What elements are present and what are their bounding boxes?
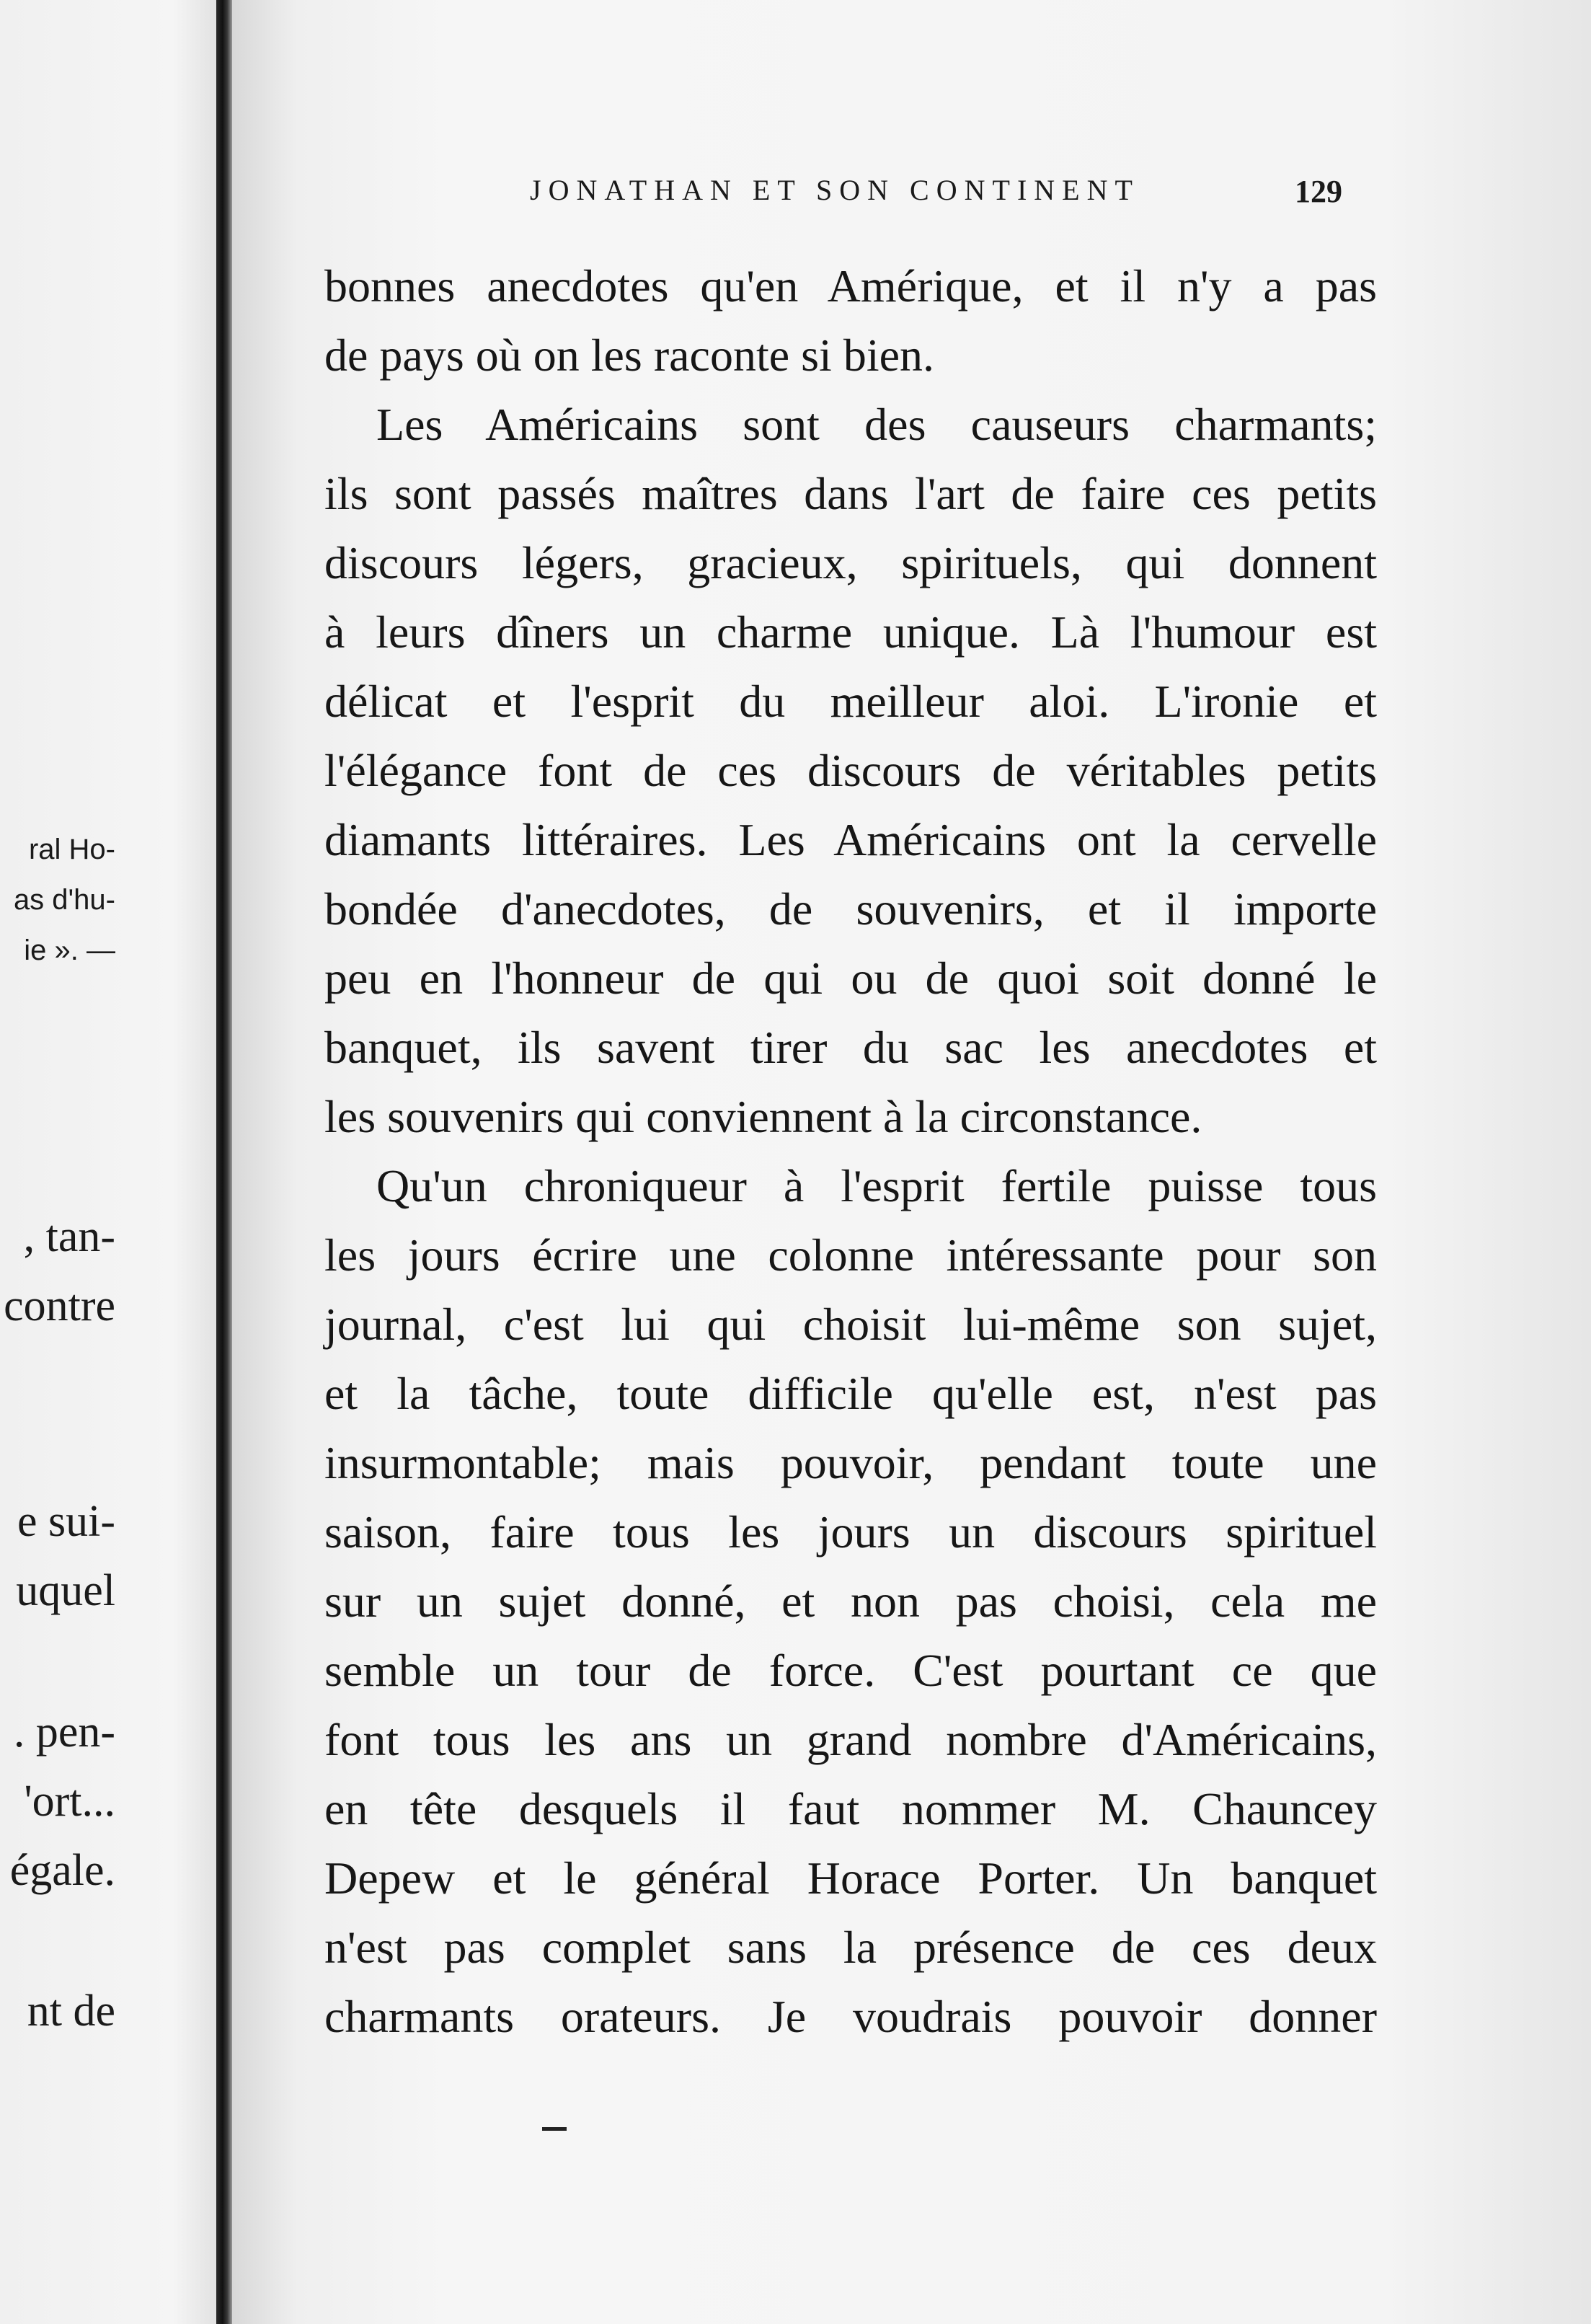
text-line: diamants littéraires. Les Américains ont la cervelle	[324, 814, 1377, 865]
text-line: journal, c'est lui qui choisit lui-même son sujet,	[324, 1299, 1377, 1350]
left-page-edge	[0, 0, 216, 2324]
text-line: bondée d'anecdotes, de souvenirs, et il importe	[324, 883, 1377, 935]
text-line: Qu'un chroniqueur à l'esprit fertile puisse tous	[376, 1160, 1377, 1211]
text-line: à leurs dîners un charme unique. Là l'humour est	[324, 606, 1377, 658]
text-line: en tête desquels il faut nommer M. Chauncey	[324, 1783, 1377, 1834]
book-gutter	[216, 0, 232, 2324]
left-fragment: , tan-	[23, 1212, 115, 1261]
text-line: Depew et le général Horace Porter. Un banquet	[324, 1852, 1377, 1904]
text-line: ils sont passés maîtres dans l'art de faire ces petits	[324, 468, 1377, 519]
text-line: bonnes anecdotes qu'en Amérique, et il n'y a pas	[324, 260, 1377, 312]
footer-dash-mark	[542, 2127, 567, 2131]
running-head: JONATHAN ET SON CONTINENT	[530, 174, 1140, 206]
text-line: les jours écrire une colonne intéressante pour son	[324, 1229, 1377, 1281]
text-line: les souvenirs qui conviennent à la circonstance.	[324, 1091, 1202, 1142]
text-line: semble un tour de force. C'est pourtant ce que	[324, 1645, 1377, 1696]
text-line: charmants orateurs. Je voudrais pouvoir donner	[324, 1991, 1377, 2042]
text-line: insurmontable; mais pouvoir, pendant toute une	[324, 1437, 1377, 1488]
text-line: de pays où on les raconte si bien.	[324, 330, 934, 381]
text-line: peu en l'honneur de qui ou de quoi soit donné le	[324, 953, 1377, 1004]
text-line: saison, faire tous les jours un discours spirituel	[324, 1506, 1377, 1558]
left-fragment: 'ort...	[24, 1777, 115, 1826]
left-fragment: ie ». —	[24, 935, 115, 966]
text-line: Les Américains sont des causeurs charmants;	[376, 399, 1377, 450]
text-line: banquet, ils savent tirer du sac les anecdotes et	[324, 1022, 1377, 1073]
text-line: discours légers, gracieux, spirituels, qui donnent	[324, 537, 1377, 588]
left-fragment: ral Ho-	[28, 834, 115, 865]
left-fragment: nt de	[27, 1987, 115, 2036]
text-line: l'élégance font de ces discours de véritables petits	[324, 745, 1377, 796]
text-line: n'est pas complet sans la présence de ces deux	[324, 1922, 1377, 1973]
text-line: délicat et l'esprit du meilleur aloi. L'ironie et	[324, 676, 1377, 727]
text-line: et la tâche, toute difficile qu'elle est, n'est pas	[324, 1368, 1377, 1419]
left-fragment: . pen-	[13, 1707, 115, 1757]
text-line: font tous les ans un grand nombre d'Américains,	[324, 1714, 1377, 1765]
left-fragment: égale.	[9, 1846, 115, 1895]
text-line: sur un sujet donné, et non pas choisi, cela me	[324, 1576, 1377, 1627]
left-fragment: uquel	[16, 1566, 115, 1615]
left-fragment: contre	[4, 1281, 115, 1330]
left-fragment: e sui-	[17, 1497, 115, 1546]
page-number: 129	[1295, 174, 1342, 209]
left-fragment: as d'hu-	[13, 884, 115, 916]
